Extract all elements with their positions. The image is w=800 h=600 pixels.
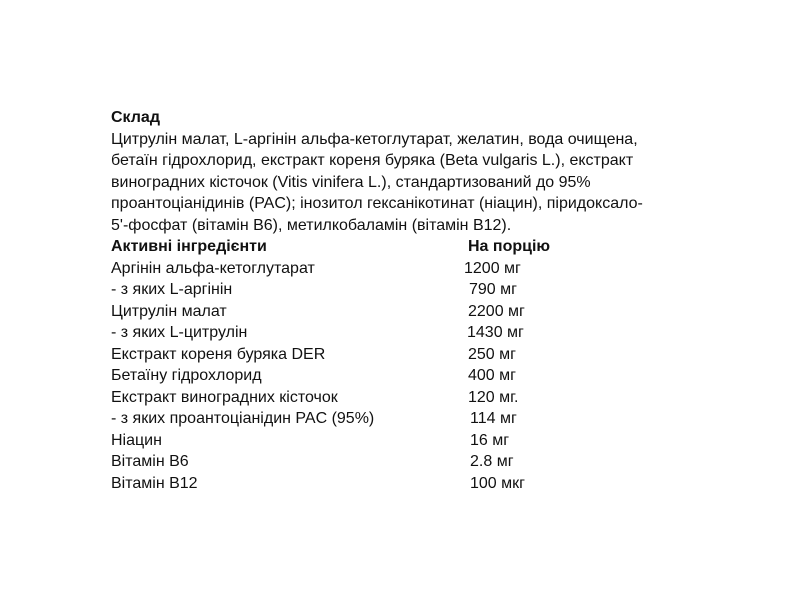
- ingredient-row: [111, 387, 711, 409]
- ingredient-name: Бетаїну гідрохлорид: [111, 367, 262, 384]
- ingredient-name: Аргінін альфа-кетоглутарат: [111, 259, 315, 277]
- ingredient-row: [111, 451, 711, 473]
- document-content: [111, 107, 711, 494]
- ingredient-amount: 100 мкг: [470, 474, 525, 492]
- ingredient-row: [111, 430, 711, 452]
- ingredient-amount: 2.8 мг: [470, 453, 514, 470]
- column-header-serving: На порцію: [468, 238, 551, 255]
- composition-text: [111, 129, 711, 237]
- ingredients-header-row: [111, 236, 711, 258]
- ingredient-amount: 1200 мг: [464, 259, 521, 277]
- ingredient-amount: 400 мг: [468, 367, 516, 384]
- ingredient-name: Екстракт кореня буряка DER: [111, 345, 326, 363]
- ingredient-name: - з яких L-цитрулін: [111, 324, 248, 341]
- ingredient-amount: 16 мг: [470, 431, 510, 449]
- ingredient-amount: 1430 мг: [467, 324, 524, 341]
- ingredient-row: [111, 344, 711, 366]
- ingredients-table: [111, 236, 711, 494]
- ingredient-row: [111, 258, 711, 280]
- ingredient-amount: 114 мг: [470, 410, 517, 427]
- composition-title: Склад: [111, 109, 160, 126]
- composition-line: бетаїн гідрохлорид, екстракт кореня буряка (Beta vulgaris L.), екстракт: [111, 152, 634, 169]
- column-header-ingredients: Активні інгредієнти: [111, 238, 267, 255]
- ingredient-name: Екстракт виноградних кісточок: [111, 388, 338, 406]
- ingredient-row: [111, 301, 711, 323]
- ingredient-amount: 2200 мг: [468, 302, 525, 320]
- composition-line: виноградних кісточок (Vitis vinifera L.), стандартизований до 95%: [111, 173, 591, 191]
- ingredient-name: - з яких проантоціанідин PAC (95%): [111, 410, 375, 427]
- ingredient-row: [111, 279, 711, 301]
- ingredient-row: [111, 473, 711, 495]
- ingredient-row: [111, 365, 711, 387]
- ingredient-name: Ніацин: [111, 431, 162, 449]
- composition-line: проантоціанідинів (PAC); інозитол гексанікотинат (ніацин), піридоксало-: [111, 195, 643, 212]
- ingredient-name: Вітамін В12: [111, 474, 198, 492]
- composition-line: 5'-фосфат (вітамін В6), метилкобаламін (вітамін В12).: [111, 216, 512, 234]
- ingredient-name: - з яких L-аргінін: [111, 281, 233, 298]
- ingredient-row: [111, 322, 711, 344]
- ingredient-row: [111, 408, 711, 430]
- ingredient-amount: 120 мг.: [468, 388, 519, 406]
- composition-line: Цитрулін малат, L-аргінін альфа-кетоглутарат, желатин, вода очищена,: [111, 130, 638, 148]
- ingredient-name: Цитрулін малат: [111, 302, 227, 320]
- ingredient-amount: 250 мг: [468, 345, 516, 363]
- ingredient-amount: 790 мг: [469, 281, 517, 298]
- ingredient-name: Вітамін В6: [111, 453, 189, 470]
